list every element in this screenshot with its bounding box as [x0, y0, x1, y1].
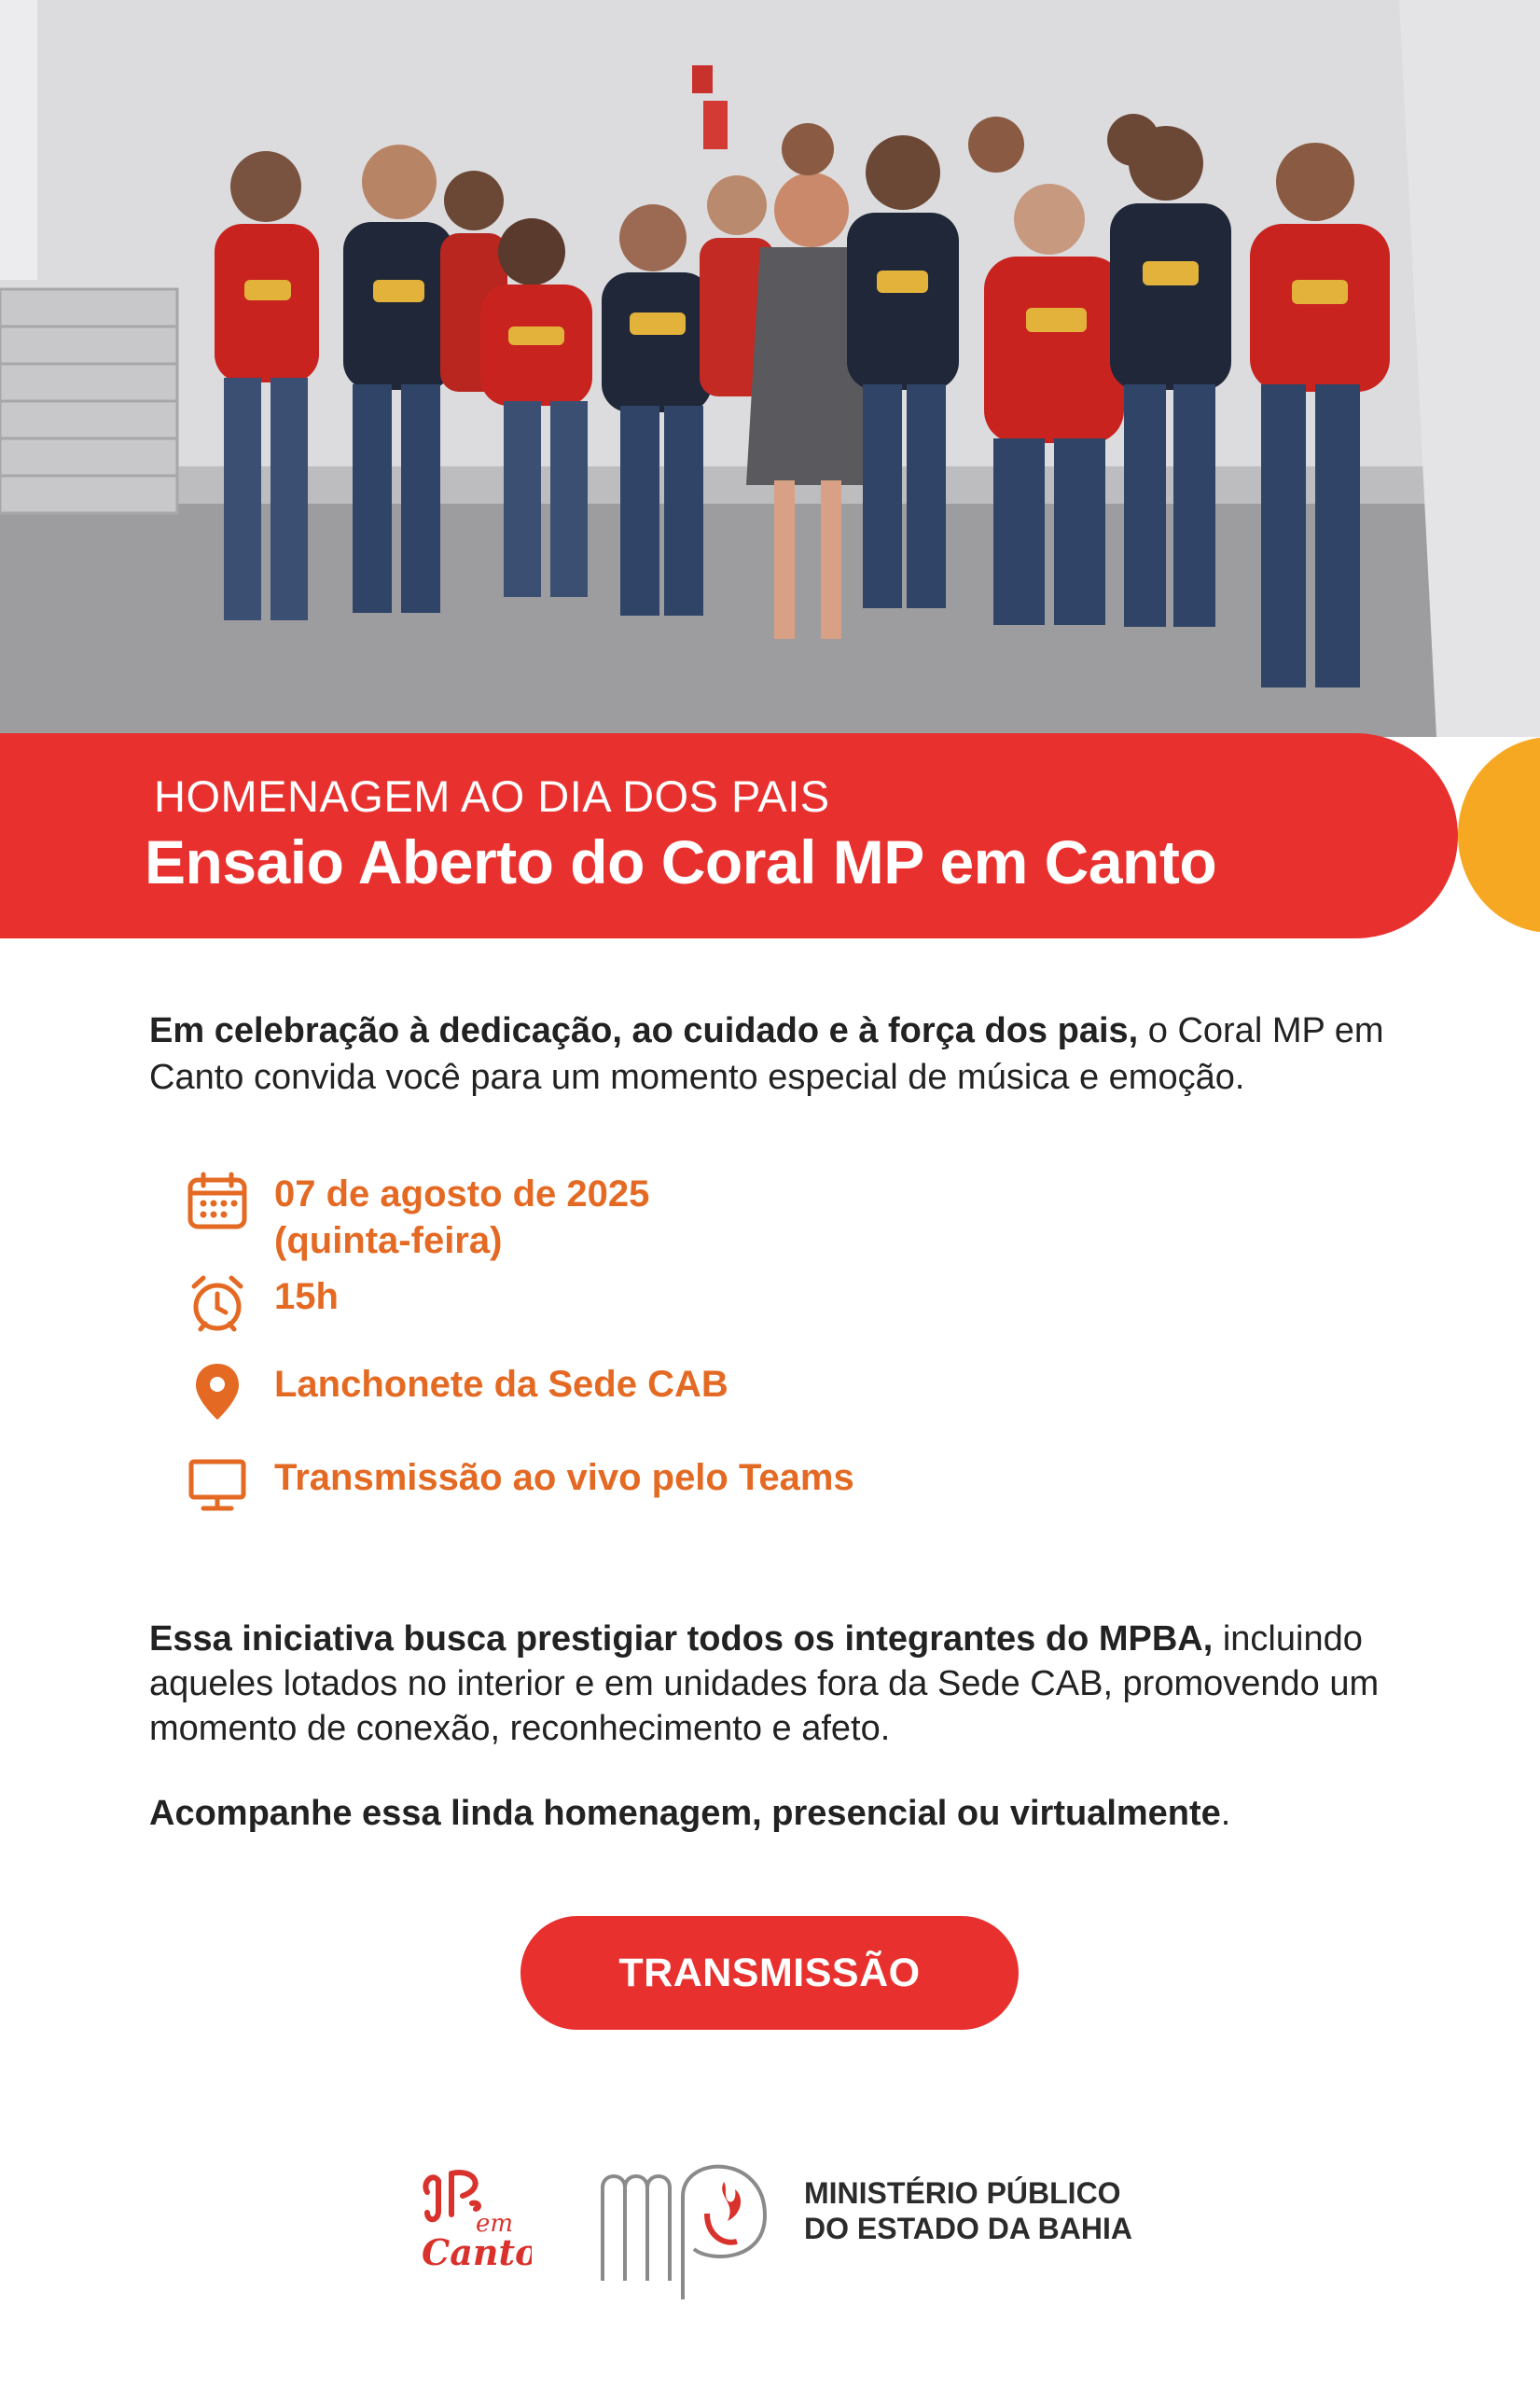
monitor-icon [187, 1454, 248, 1516]
closing-paragraph [149, 1791, 1436, 1836]
closing-bold: Acompanhe essa linda homenagem, presencial ou virtualmente [149, 1794, 1221, 1833]
detail-time [187, 1273, 1306, 1339]
title-banner [0, 733, 1458, 938]
closing-rest: . [1220, 1794, 1231, 1833]
weekday-line: (quinta-feira) [274, 1220, 503, 1261]
banner-kicker: HOMENAGEM AO DIA DOS PAIS [154, 771, 830, 821]
mp-name [804, 2175, 1196, 2246]
transmission-button[interactable]: TRANSMISSÃO [520, 1916, 1019, 2030]
svg-text:Canto: Canto [422, 2231, 532, 2273]
mp-name-line1: MINISTÉRIO PÚBLICO [804, 2176, 1121, 2210]
hero-photo [0, 0, 1540, 737]
date-text [274, 1171, 649, 1264]
detail-location [187, 1361, 1306, 1426]
intro-paragraph [149, 1007, 1436, 1101]
detail-date [187, 1171, 1306, 1273]
choir-group-photo [0, 0, 1540, 737]
calendar-icon [187, 1171, 248, 1232]
map-pin-icon [187, 1361, 248, 1423]
initiative-bold: Essa iniciativa busca prestigiar todos os integrantes do MPBA, [149, 1619, 1214, 1659]
time-text: 15h [274, 1276, 339, 1317]
initiative-rest: incluindo aqueles lotados no interior e em unidades fora da Sede CAB, promovendo um momento de conexão, reconhecimento e afeto. [149, 1619, 1380, 1748]
detail-stream [187, 1454, 1306, 1520]
initiative-paragraph [149, 1617, 1436, 1751]
svg-text:em: em [476, 2210, 514, 2238]
coral-mp-em-canto-logo [410, 2155, 532, 2281]
accent-circle [1458, 737, 1540, 933]
page-title: Ensaio Aberto do Coral MP em Canto [145, 827, 1217, 896]
intro-rest: o Coral MP em Canto convida você para um momento especial de música e emoção. [149, 1011, 1384, 1097]
intro-bold: Em celebração à dedicação, ao cuidado e à força dos pais, [149, 1011, 1139, 1050]
mp-bahia-logo [597, 2159, 774, 2304]
mp-name-line2: DO ESTADO DA BAHIA [804, 2212, 1132, 2245]
alarm-clock-icon [187, 1273, 248, 1335]
location-text: Lanchonete da Sede CAB [274, 1364, 728, 1405]
stream-text: Transmissão ao vivo pelo Teams [274, 1457, 854, 1498]
event-details [187, 1171, 1306, 1520]
date-line: 07 de agosto de 2025 [274, 1173, 650, 1215]
